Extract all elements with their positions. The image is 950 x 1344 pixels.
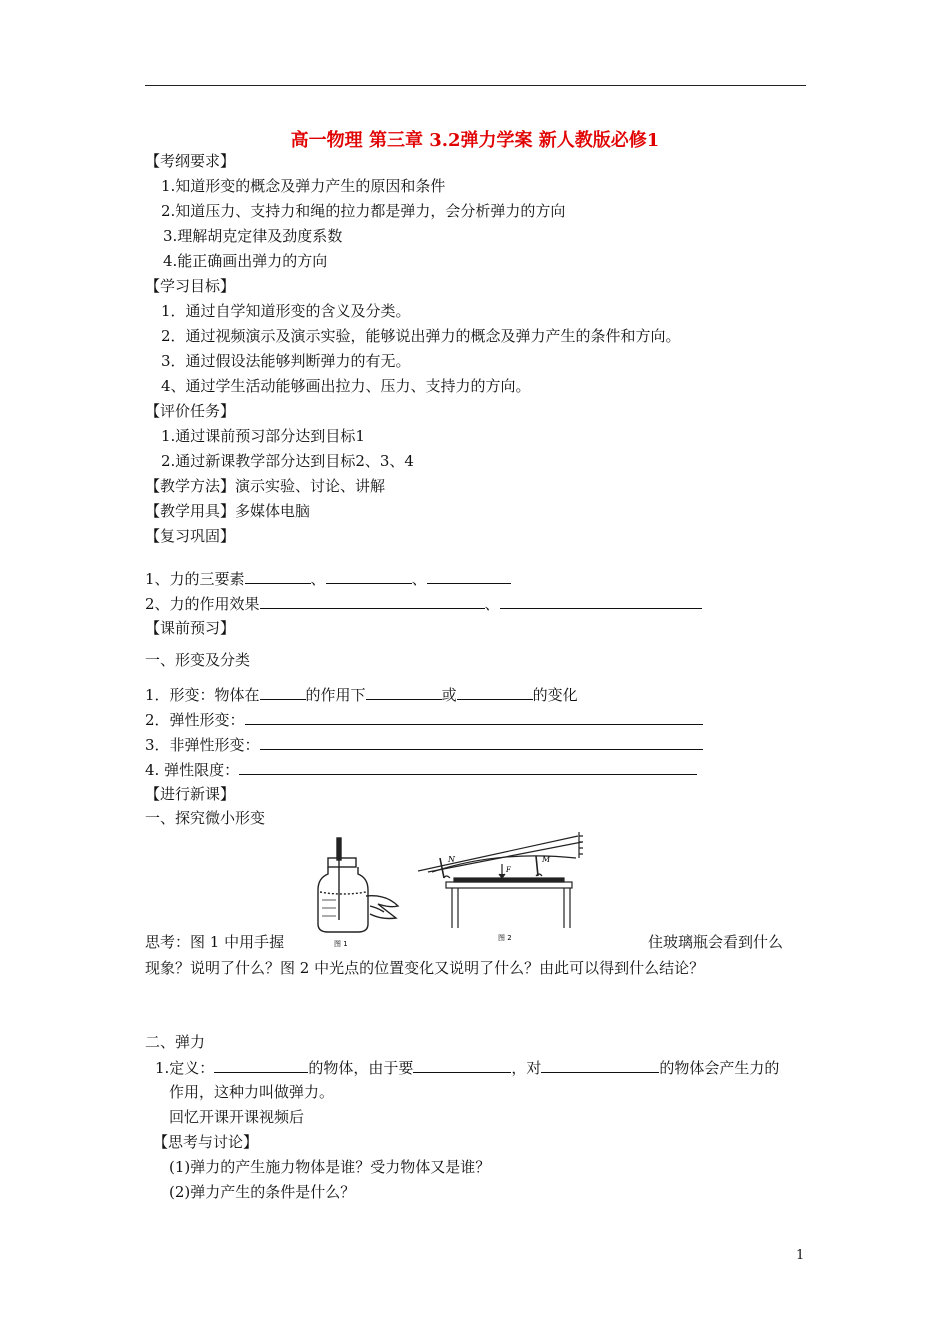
teaching-tools: 【教学用具】多媒体电脑 [145, 502, 311, 520]
label-f: F [506, 866, 511, 874]
section-review: 【复习巩固】 [145, 527, 236, 545]
requirement-item: 4.能正确画出弹力的方向 [163, 252, 328, 270]
definition-cont: 作用，这种力叫做弹力。 [169, 1083, 335, 1101]
definition-line: 1.定义： 的物体，由于要 ，对 的物体会产生力的 [155, 1059, 780, 1077]
blank-field[interactable] [239, 759, 697, 775]
requirement-item: 3.理解胡克定律及劲度系数 [163, 227, 343, 245]
preview-item-4: 4. 弹性限度： [145, 759, 697, 780]
teaching-method: 【教学方法】演示实验、讨论、讲解 [145, 477, 386, 495]
blank-field[interactable] [366, 684, 442, 700]
figure-2-apparatus [418, 828, 600, 944]
blank-field[interactable] [214, 1057, 308, 1073]
blank-field[interactable] [326, 568, 412, 584]
goal-item: 4、通过学生活动能够画出拉力、压力、支持力的方向。 [161, 377, 531, 395]
goal-item: 2．通过视频演示及演示实验，能够说出弹力的概念及弹力产生的条件和方向。 [161, 327, 681, 345]
review-item-2: 2、力的作用效果 、 [145, 593, 702, 614]
section-preview: 【课前预习】 [145, 619, 236, 637]
think-prompt-b: 住玻璃瓶会看到什么 [648, 933, 784, 951]
header-rule [145, 85, 806, 86]
figure-1-caption: 图 1 [334, 940, 348, 948]
new-heading-2: 二、弹力 [145, 1033, 206, 1051]
requirement-item: 1.知道形变的概念及弹力产生的原因和条件 [161, 177, 446, 195]
question-2: (2)弹力产生的条件是什么？ [169, 1183, 356, 1201]
label-m: M [542, 855, 551, 864]
blank-field[interactable] [260, 684, 306, 700]
page-number: 1 [796, 1248, 805, 1263]
review-item-1: 1、力的三要素 、 、 [145, 568, 511, 589]
think-prompt-a: 思考：图 1 中用手握 [145, 933, 285, 951]
blank-field[interactable] [260, 734, 703, 750]
section-eval: 【评价任务】 [145, 402, 236, 420]
blank-field[interactable] [500, 593, 702, 609]
section-discuss: 【思考与讨论】 [153, 1133, 259, 1151]
figure-1-bottle [306, 834, 406, 952]
section-new-lesson: 【进行新课】 [145, 785, 236, 803]
preview-item-3: 3．非弹性形变： [145, 734, 703, 755]
recall-line: 回忆开课开课视频后 [169, 1108, 305, 1126]
goal-item: 3．通过假设法能够判断弹力的有无。 [161, 352, 411, 370]
preview-item-1: 1．形变：物体在 的作用下 或 的变化 [145, 686, 578, 704]
requirement-item: 2.知道压力、支持力和绳的拉力都是弹力，会分析弹力的方向 [161, 202, 566, 220]
new-heading-1: 一、探究微小形变 [145, 809, 266, 827]
section-goals: 【学习目标】 [145, 277, 236, 295]
blank-field[interactable] [245, 709, 703, 725]
blank-field[interactable] [541, 1057, 659, 1073]
blank-field[interactable] [413, 1057, 511, 1073]
figure-2-caption: 图 2 [498, 934, 512, 942]
goal-item: 1．通过自学知道形变的含义及分类。 [161, 302, 411, 320]
preview-item-2: 2．弹性形变： [145, 709, 703, 730]
preview-heading: 一、形变及分类 [145, 651, 251, 669]
blank-field[interactable] [245, 568, 311, 584]
section-requirements: 【考纲要求】 [145, 152, 236, 170]
label-n: N [448, 855, 455, 864]
eval-item: 1.通过课前预习部分达到目标1 [161, 427, 365, 445]
blank-field[interactable] [427, 568, 511, 584]
question-1: (1)弹力的产生施力物体是谁？受力物体又是谁？ [169, 1158, 491, 1176]
eval-item: 2.通过新课教学部分达到目标2、3、4 [161, 452, 414, 470]
think-prompt-c: 现象？说明了什么？图 2 中光点的位置变化又说明了什么？由此可以得到什么结论？ [145, 959, 705, 977]
blank-field[interactable] [457, 684, 533, 700]
blank-field[interactable] [260, 593, 485, 609]
page-title: 高一物理 第三章 3.2弹力学案 新人教版必修1 [290, 130, 660, 151]
